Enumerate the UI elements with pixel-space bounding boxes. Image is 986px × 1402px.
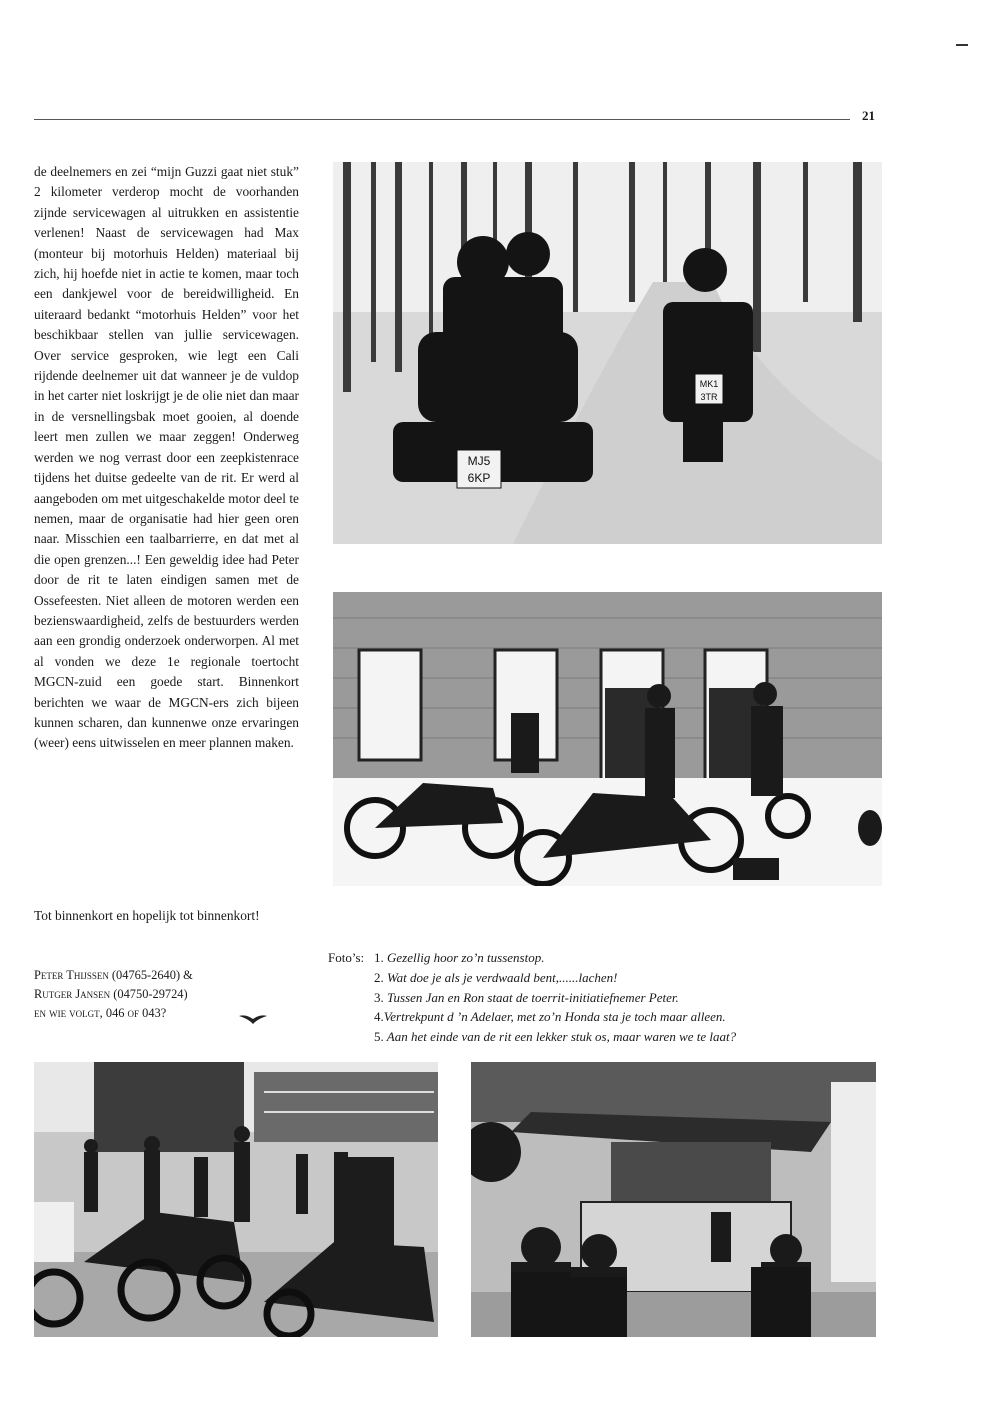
header-rule	[34, 119, 850, 120]
caption-text: Gezellig hoor zo’n tussenstop.	[387, 950, 545, 965]
caption-text: Aan het einde van de rit een lekker stuk os, maar waren we te laat?	[386, 1029, 737, 1045]
photo-food-stand	[471, 1062, 876, 1337]
svg-text:MK1: MK1	[699, 379, 719, 389]
signature-line-3: en wie volgt, 046 of 043?	[34, 1006, 167, 1020]
photo-brick-building	[333, 578, 882, 886]
caption-item	[374, 948, 736, 968]
caption-number: 4.	[374, 1009, 384, 1025]
signature-line-1: Peter Thijssen (04765-2640) &	[34, 968, 193, 982]
plate-1-text: MJ5	[467, 454, 491, 468]
scan-mark	[956, 44, 968, 46]
closing-line: Tot binnenkort en hopelijk tot binnenkort!	[34, 908, 260, 923]
svg-text:3TR: 3TR	[700, 392, 718, 402]
caption-text: Vertrekpunt d ’n Adelaer, met zo’n Honda sta je toch maar alleen.	[383, 1009, 726, 1025]
caption-item	[374, 968, 736, 988]
caption-item	[374, 1027, 736, 1047]
photo-street-gathering	[34, 1062, 438, 1337]
caption-number: 1.	[374, 950, 384, 965]
captions-heading: Foto’s:	[328, 950, 365, 965]
caption-text: Tussen Jan en Ron staat de toerrit-initiatiefnemer Peter.	[387, 989, 679, 1005]
page-number: 21	[862, 108, 875, 123]
caption-number: 2.	[374, 969, 384, 985]
caption-list	[374, 948, 736, 1047]
photo-forest-stop	[333, 162, 882, 544]
eagle-logo-icon	[238, 1013, 268, 1025]
signature-line-2: Rutger Jansen (04750-29724)	[34, 987, 188, 1001]
svg-text:6KP: 6KP	[467, 471, 491, 485]
caption-number: 5.	[374, 1029, 384, 1045]
caption-text: Wat doe je als je verdwaald bent,......lachen!	[387, 969, 618, 985]
article-body: de deelnemers en zei “mijn Guzzi gaat niet stuk” 2 kilometer verderop mocht de voorhanden zijnde servicewagen al uitrukken en assistentie verlenen! Naast de servicewagen had Max (monteur bij motorhuis Helden) materiaal bij zich, hij hoefde niet in actie te komen, maar toch een dankjewel voor de bereidwilligheid. En uiteraard bedankt “motorhuis Helden” voor het beschikbaar stellen van jullie servicewagen. Over service gesproken, wie legt een Cali rijdende deelnemer uit dat wanneer je de vuldop in het carter niet loskrijgt je de olie niet dan maar in de versnellingsbak moet gooien, al doende leert men zullen we maar zeggen! Onderweg werden we nog verrast door een zeepkistenrace tijdens het duitse gedeelte van de rit. Er werd al aangeboden om met uitgeschakelde motor deel te nemen, maar de organisatie had hier geen oren naar. Misschien een taalbarrierre, en dat met al die open grenzen...! Een geweldig idee had Peter door de rit te laten eindigen samen met de Ossefeesten. Niet alleen de motoren werden een bezienswaardigheid, zelfs de bestuurders werden aan een grondig onderzoek onderworpen. Al met al vonden we deze 1e regionale toertocht MGCN-zuid een goede start. Binnenkort berichten we waar de MGCN-ers zich bijeen kunnen scharen, dan kunnenwe onze ervaringen (weer) eens uitwisselen en meer plannen maken.	[34, 164, 299, 751]
caption-item	[374, 988, 736, 1008]
caption-number: 3.	[374, 989, 384, 1005]
caption-item	[374, 1007, 736, 1027]
